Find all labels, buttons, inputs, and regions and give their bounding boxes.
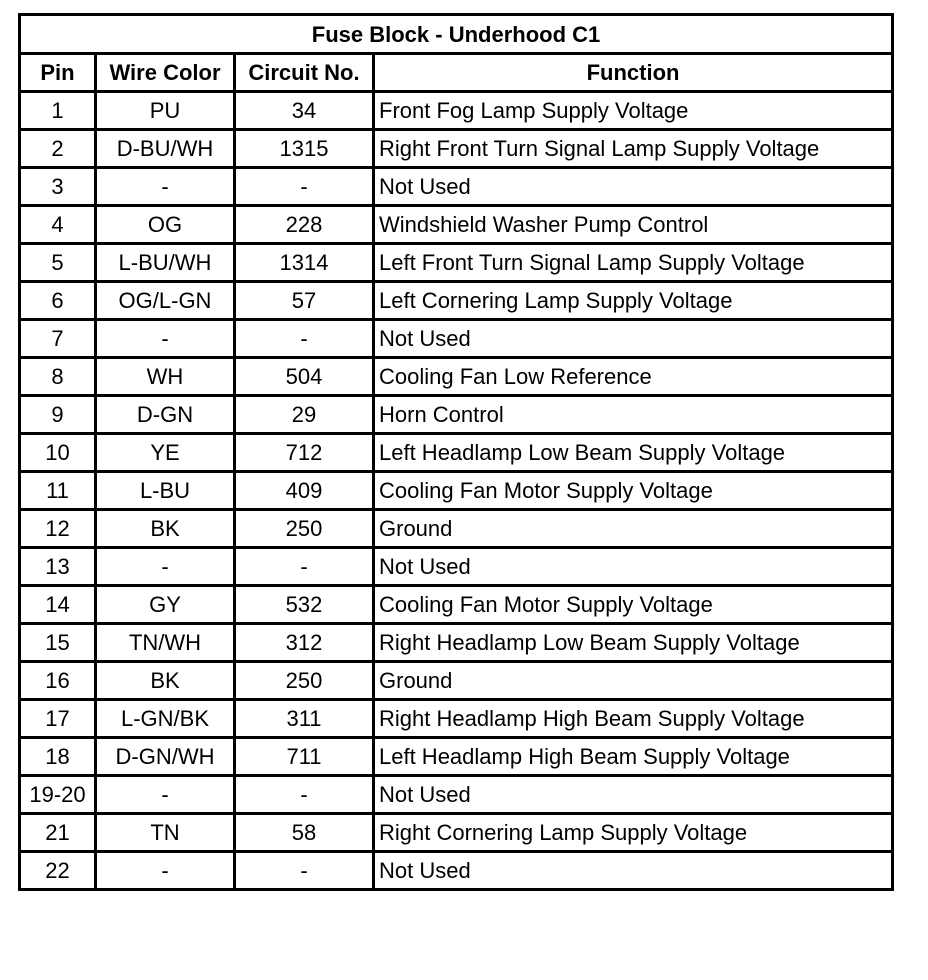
wire-color-cell: WH [96,358,235,396]
pin-cell: 5 [20,244,96,282]
pin-cell: 4 [20,206,96,244]
header-pin: Pin [20,54,96,92]
circuit-no-cell: 57 [235,282,374,320]
pin-cell: 22 [20,852,96,890]
circuit-no-cell: 250 [235,510,374,548]
table-row [20,396,893,434]
pin-cell: 1 [20,92,96,130]
header-circuit-no: Circuit No. [235,54,374,92]
wire-color-cell: GY [96,586,235,624]
circuit-no-cell: - [235,548,374,586]
function-cell: Left Headlamp High Beam Supply Voltage [374,738,893,776]
wire-color-cell: BK [96,662,235,700]
table-row [20,168,893,206]
table-body [20,92,893,890]
table-row [20,548,893,586]
wire-color-cell: YE [96,434,235,472]
function-cell: Left Cornering Lamp Supply Voltage [374,282,893,320]
function-cell: Front Fog Lamp Supply Voltage [374,92,893,130]
circuit-no-cell: 58 [235,814,374,852]
wire-color-cell: L-BU/WH [96,244,235,282]
circuit-no-cell: 409 [235,472,374,510]
circuit-no-cell: 228 [235,206,374,244]
wire-color-cell: - [96,320,235,358]
header-wire-color: Wire Color [96,54,235,92]
pin-cell: 9 [20,396,96,434]
wire-color-cell: OG [96,206,235,244]
pin-cell: 6 [20,282,96,320]
wire-color-cell: PU [96,92,235,130]
table-title: Fuse Block - Underhood C1 [20,15,893,54]
function-cell: Ground [374,510,893,548]
function-cell: Horn Control [374,396,893,434]
fuse-block-table [18,13,894,891]
title-row [20,15,893,54]
table-row [20,700,893,738]
wire-color-cell: BK [96,510,235,548]
function-cell: Not Used [374,320,893,358]
table-row [20,852,893,890]
wire-color-cell: TN [96,814,235,852]
circuit-no-cell: 1314 [235,244,374,282]
wire-color-cell: D-GN/WH [96,738,235,776]
table-row [20,586,893,624]
function-cell: Windshield Washer Pump Control [374,206,893,244]
function-cell: Left Headlamp Low Beam Supply Voltage [374,434,893,472]
circuit-no-cell: 250 [235,662,374,700]
pin-cell: 13 [20,548,96,586]
pin-cell: 16 [20,662,96,700]
function-cell: Cooling Fan Motor Supply Voltage [374,586,893,624]
circuit-no-cell: 34 [235,92,374,130]
wire-color-cell: TN/WH [96,624,235,662]
pin-cell: 15 [20,624,96,662]
table-row [20,244,893,282]
pin-cell: 18 [20,738,96,776]
function-cell: Right Headlamp Low Beam Supply Voltage [374,624,893,662]
table-row [20,206,893,244]
table-row [20,358,893,396]
circuit-no-cell: 711 [235,738,374,776]
function-cell: Cooling Fan Low Reference [374,358,893,396]
circuit-no-cell: - [235,320,374,358]
function-cell: Not Used [374,776,893,814]
circuit-no-cell: 504 [235,358,374,396]
circuit-no-cell: 712 [235,434,374,472]
wire-color-cell: - [96,852,235,890]
function-cell: Right Headlamp High Beam Supply Voltage [374,700,893,738]
function-cell: Right Cornering Lamp Supply Voltage [374,814,893,852]
pin-cell: 3 [20,168,96,206]
table-row [20,282,893,320]
table-row [20,624,893,662]
circuit-no-cell: - [235,776,374,814]
table-row [20,320,893,358]
function-cell: Not Used [374,548,893,586]
function-cell: Left Front Turn Signal Lamp Supply Voltage [374,244,893,282]
table-row [20,472,893,510]
wire-color-cell: L-BU [96,472,235,510]
pin-cell: 21 [20,814,96,852]
table-row [20,92,893,130]
pin-cell: 17 [20,700,96,738]
pin-cell: 14 [20,586,96,624]
pin-cell: 11 [20,472,96,510]
circuit-no-cell: 1315 [235,130,374,168]
table-row [20,814,893,852]
circuit-no-cell: 532 [235,586,374,624]
wire-color-cell: D-BU/WH [96,130,235,168]
header-function: Function [374,54,893,92]
circuit-no-cell: 29 [235,396,374,434]
header-row [20,54,893,92]
table-row [20,776,893,814]
circuit-no-cell: - [235,168,374,206]
circuit-no-cell: - [235,852,374,890]
pin-cell: 19-20 [20,776,96,814]
table-row [20,130,893,168]
circuit-no-cell: 312 [235,624,374,662]
pin-cell: 10 [20,434,96,472]
function-cell: Cooling Fan Motor Supply Voltage [374,472,893,510]
wire-color-cell: - [96,168,235,206]
table-row [20,738,893,776]
function-cell: Ground [374,662,893,700]
wire-color-cell: - [96,776,235,814]
pin-cell: 8 [20,358,96,396]
function-cell: Not Used [374,168,893,206]
wire-color-cell: L-GN/BK [96,700,235,738]
table-row [20,662,893,700]
circuit-no-cell: 311 [235,700,374,738]
pin-cell: 2 [20,130,96,168]
table-row [20,434,893,472]
pin-cell: 12 [20,510,96,548]
function-cell: Not Used [374,852,893,890]
wire-color-cell: - [96,548,235,586]
wire-color-cell: OG/L-GN [96,282,235,320]
table-row [20,510,893,548]
wire-color-cell: D-GN [96,396,235,434]
pin-cell: 7 [20,320,96,358]
function-cell: Right Front Turn Signal Lamp Supply Voltage [374,130,893,168]
